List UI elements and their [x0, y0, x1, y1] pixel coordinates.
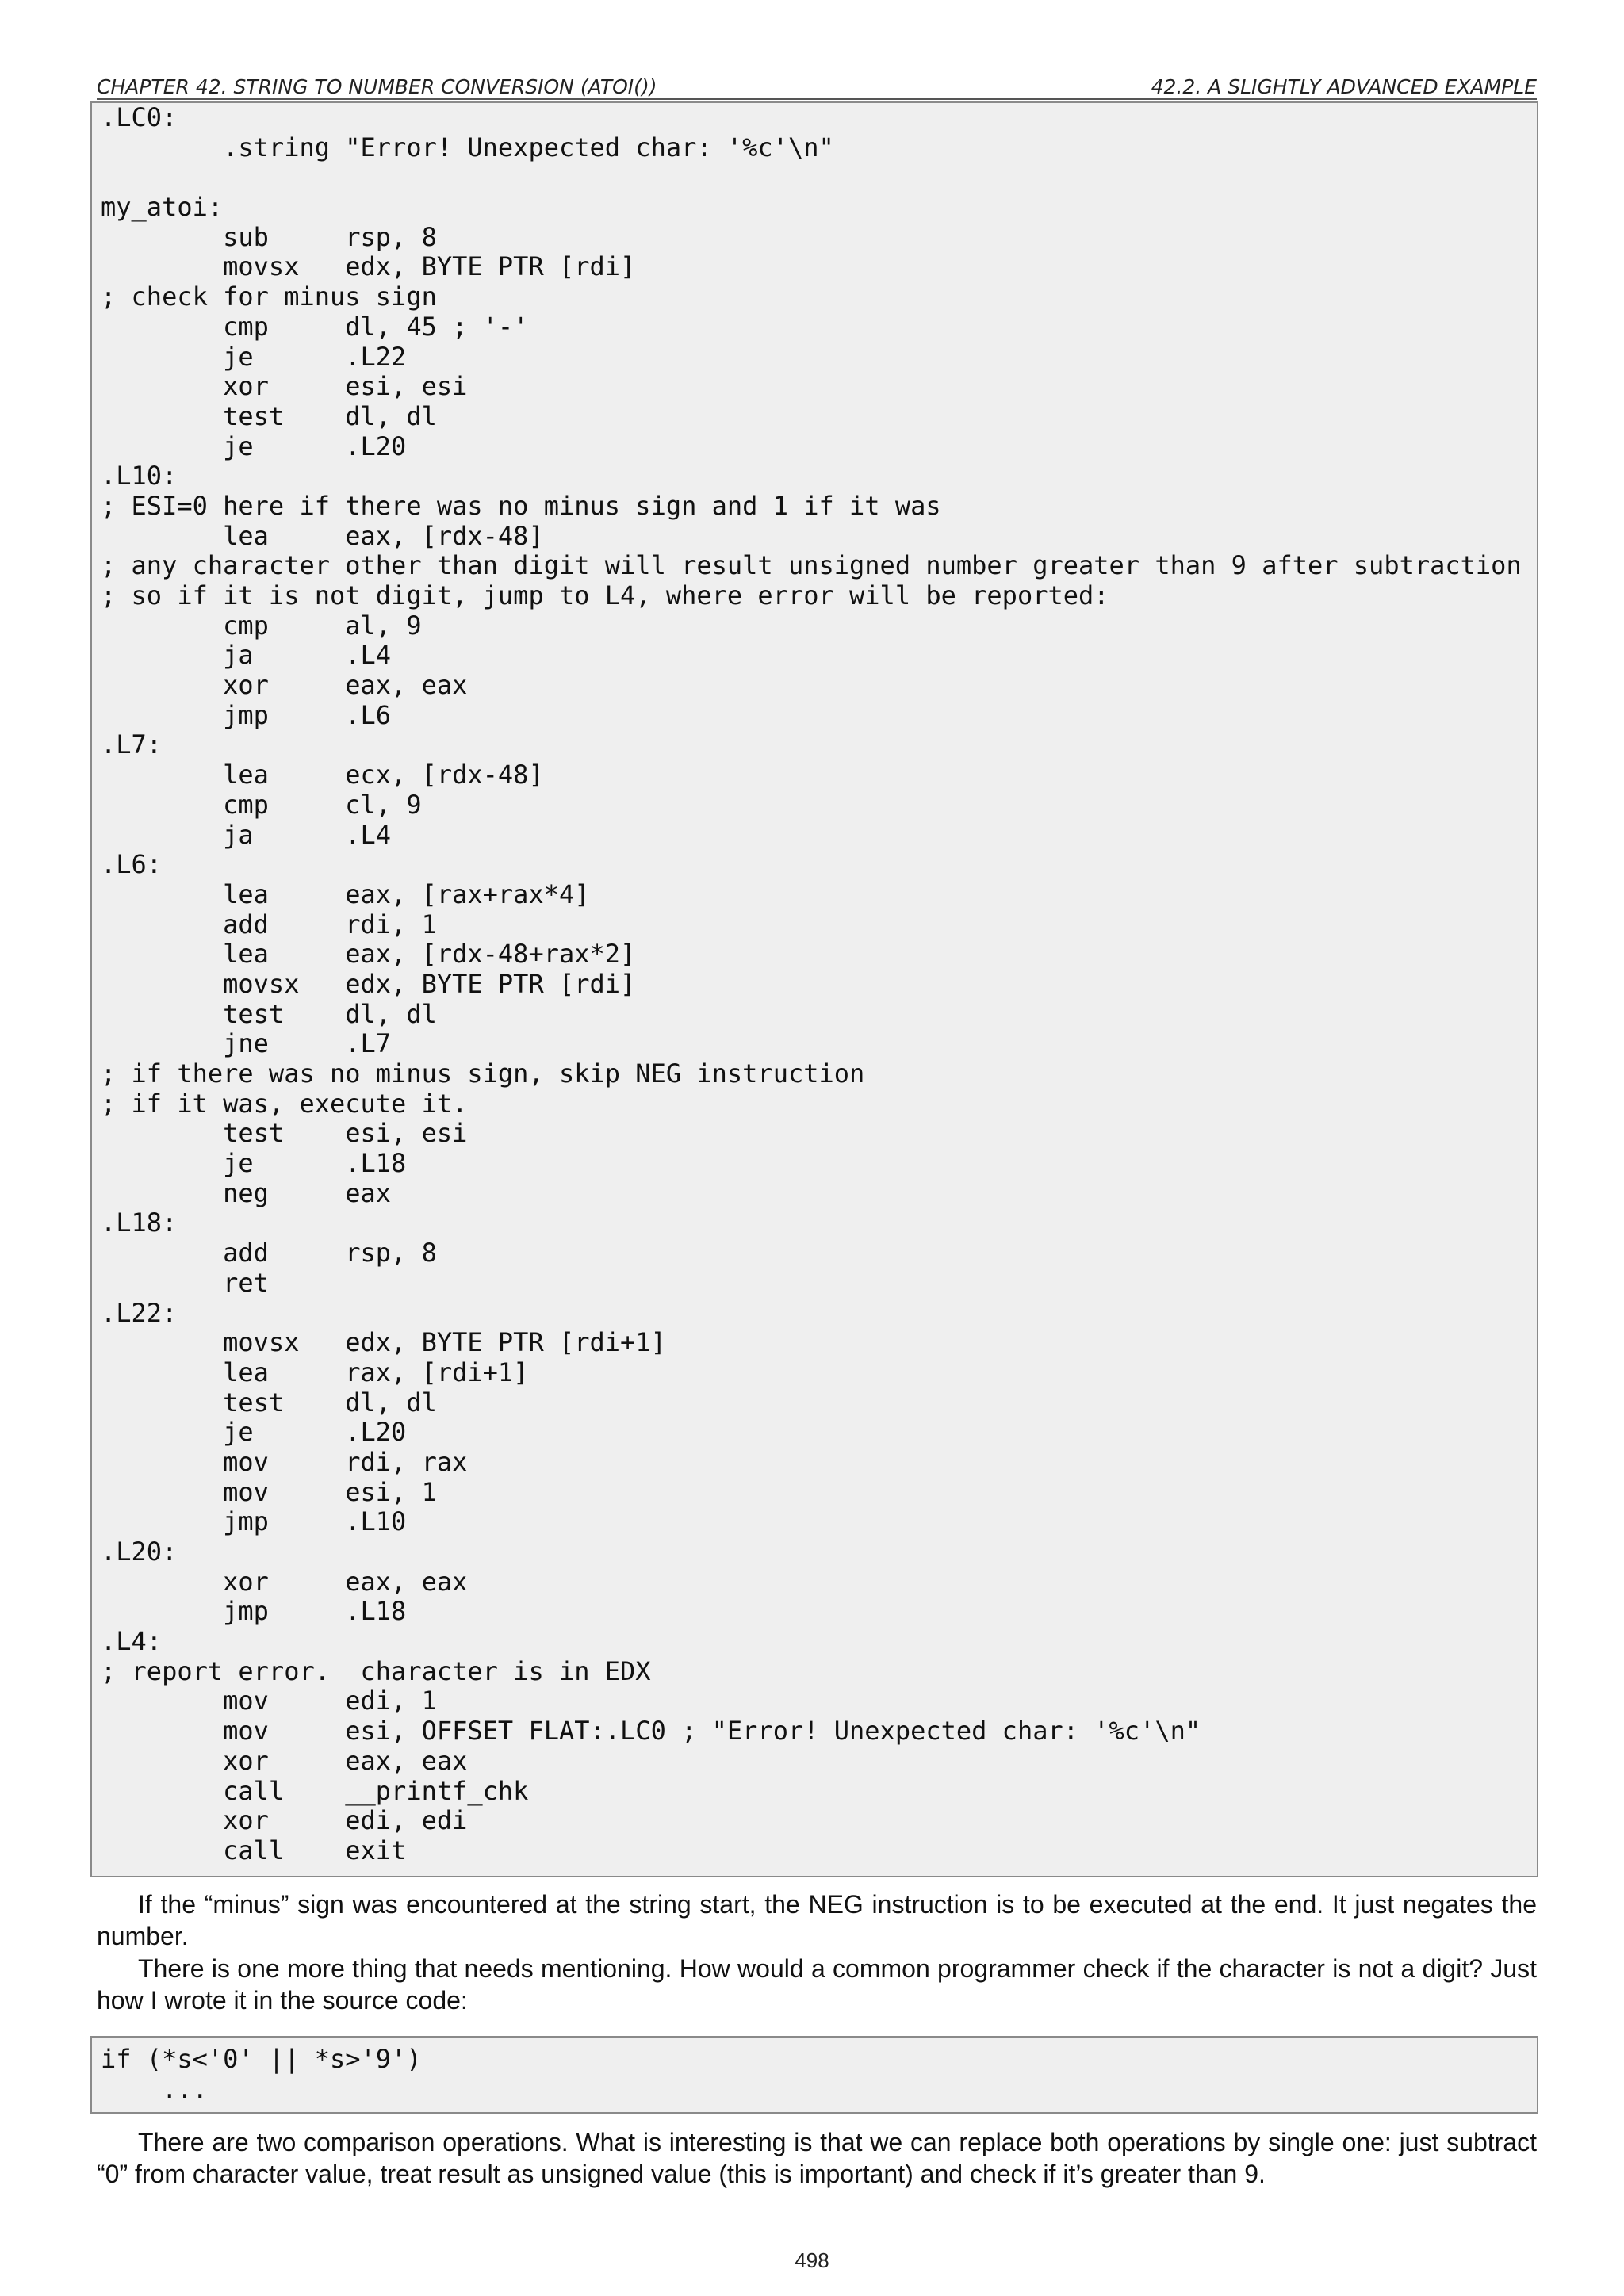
code-line: .L4:: [101, 1626, 163, 1657]
code-line: if (*s<'0' || *s>'9'): [101, 2044, 422, 2074]
code-line: xor eax, eax: [101, 670, 468, 701]
code-line: mov edi, 1: [101, 1686, 437, 1716]
code-line: lea eax, [rax+rax*4]: [101, 878, 590, 909]
code-line: movsx edx, BYTE PTR [rdi]: [101, 251, 636, 282]
code-line: mov rdi, rax: [101, 1446, 468, 1477]
code-line: ; if it was, execute it.: [101, 1088, 468, 1119]
code-line: movsx edx, BYTE PTR [rdi]: [101, 968, 636, 999]
code-line: xor edi, edi: [101, 1805, 468, 1836]
code-line: jmp .L10: [101, 1506, 407, 1537]
code-line: add rsp, 8: [101, 1238, 437, 1269]
paragraph-neg-explanation: [97, 1888, 1537, 1952]
code-line: .L20:: [101, 1536, 178, 1567]
code-line: ; any character other than digit will result unsigned number greater than 9 after subtraction: [101, 550, 1522, 581]
c-code-snippet: [90, 2036, 1538, 2114]
code-line: jmp .L6: [101, 699, 392, 730]
code-line: .string "Error! Unexpected char: '%c'\n": [101, 132, 834, 163]
code-line: test dl, dl: [101, 998, 437, 1029]
code-line: xor eax, eax: [101, 1566, 468, 1597]
code-line: test esi, esi: [101, 1118, 468, 1149]
code-line: .LC0:: [101, 102, 178, 132]
code-line: cmp al, 9: [101, 610, 422, 641]
assembly-code-listing: [90, 101, 1538, 1877]
code-line: ; if there was no minus sign, skip NEG instruction: [101, 1058, 865, 1089]
code-line: mov esi, OFFSET FLAT:.LC0 ; "Error! Unexpected char: '%c'\n": [101, 1716, 1201, 1747]
code-line: .L7:: [101, 729, 163, 760]
code-line: jne .L7: [101, 1028, 392, 1059]
code-line: call exit: [101, 1835, 407, 1866]
code-line: .L10:: [101, 461, 178, 492]
code-line: xor esi, esi: [101, 371, 468, 402]
code-line: je .L18: [101, 1148, 407, 1179]
code-line: mov esi, 1: [101, 1476, 437, 1507]
code-line: movsx edx, BYTE PTR [rdi+1]: [101, 1327, 666, 1358]
code-line: ; so if it is not digit, jump to L4, where error will be reported:: [101, 580, 1109, 610]
code-line: test dl, dl: [101, 400, 437, 431]
code-line: xor eax, eax: [101, 1745, 468, 1776]
code-line: je .L20: [101, 1417, 407, 1448]
code-line: ja .L4: [101, 819, 392, 850]
code-line: neg eax: [101, 1177, 392, 1208]
code-line: ...: [101, 2073, 208, 2104]
code-line: ; ESI=0 here if there was no minus sign and 1 if it was: [101, 490, 941, 521]
code-line: sub rsp, 8: [101, 221, 437, 252]
code-line: lea eax, [rdx-48+rax*2]: [101, 939, 636, 970]
page-number: 498: [795, 2248, 829, 2272]
paragraph-comparison: [97, 2126, 1537, 2190]
code-line: ; check for minus sign: [101, 281, 437, 312]
paragraph-text: There are two comparison operations. What is interesting is that we can replace both operations by single one: just subtract “0” from character value, treat result as unsigned value (this is important) and check if it’s greater than 9.: [97, 2128, 1537, 2188]
header-section-title: 42.2. A SLIGHTLY ADVANCED EXAMPLE: [1151, 75, 1537, 98]
code-line: test dl, dl: [101, 1387, 437, 1418]
running-header: [97, 68, 1537, 98]
code-line: ja .L4: [101, 640, 392, 671]
header-rule: [97, 98, 1537, 100]
code-line: lea ecx, [rdx-48]: [101, 760, 544, 790]
code-line: ret: [101, 1267, 269, 1298]
paragraph-text: If the “minus” sign was encountered at the string start, the NEG instruction is to be executed at the end. It just negates the number.: [97, 1890, 1537, 1950]
paragraph-text: There is one more thing that needs mentioning. How would a common programmer check if the character is not a digit? Just how I wrote it in the source code:: [97, 1954, 1537, 2015]
code-line: .L22:: [101, 1297, 178, 1328]
code-line: ; report error. character is in EDX: [101, 1655, 651, 1686]
code-line: lea rax, [rdi+1]: [101, 1357, 529, 1387]
code-line: call __printf_chk: [101, 1775, 529, 1806]
code-line: je .L20: [101, 430, 407, 461]
code-line: [101, 163, 1537, 193]
code-line: my_atoi:: [101, 192, 224, 223]
code-line: add rdi, 1: [101, 909, 437, 939]
code-line: je .L22: [101, 341, 407, 372]
paragraph-digit-check: [97, 1953, 1537, 2016]
code-line: cmp dl, 45 ; '-': [101, 311, 529, 342]
code-line: jmp .L18: [101, 1596, 407, 1627]
code-line: .L18:: [101, 1207, 178, 1238]
header-chapter-title: CHAPTER 42. STRING TO NUMBER CONVERSION (ATOI()): [97, 75, 657, 98]
code-line: cmp cl, 9: [101, 789, 422, 820]
code-line: .L6:: [101, 849, 163, 880]
code-line: lea eax, [rdx-48]: [101, 520, 544, 551]
